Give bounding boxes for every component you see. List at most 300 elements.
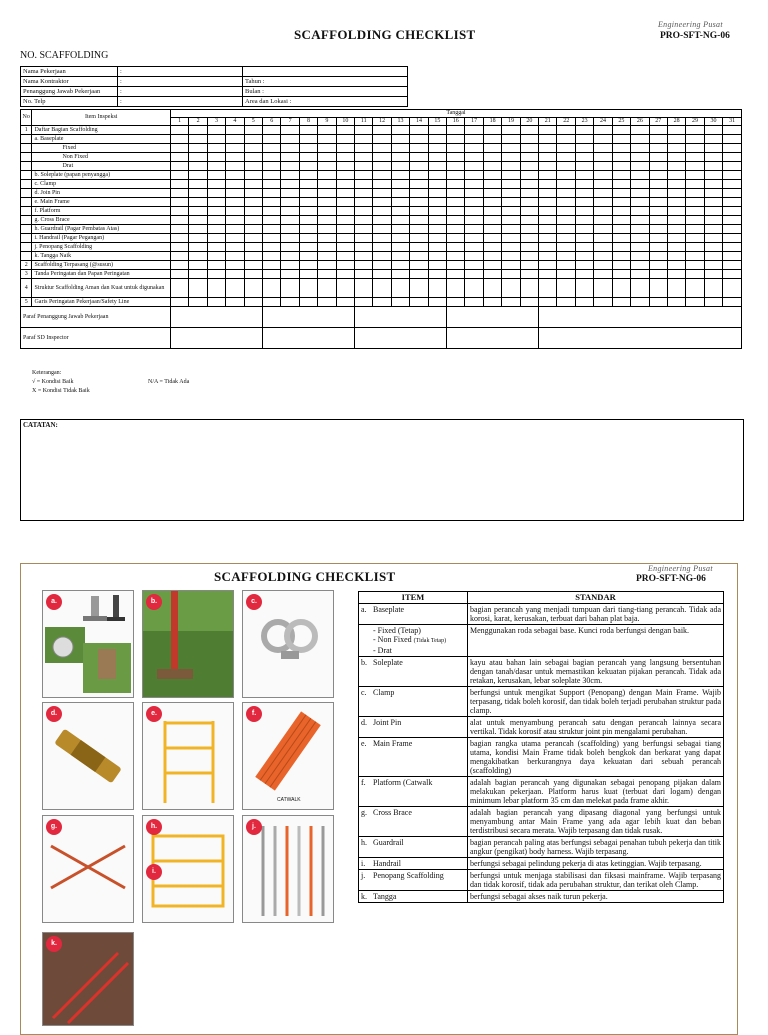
check-cell[interactable] [170, 144, 188, 153]
check-cell[interactable] [373, 234, 391, 243]
check-cell[interactable] [594, 252, 612, 261]
check-cell[interactable] [649, 279, 667, 298]
check-cell[interactable] [410, 126, 428, 135]
check-cell[interactable] [575, 171, 593, 180]
check-cell[interactable] [226, 225, 244, 234]
check-cell[interactable] [723, 234, 742, 243]
check-cell[interactable] [612, 171, 630, 180]
check-cell[interactable] [631, 234, 649, 243]
check-cell[interactable] [189, 198, 207, 207]
check-cell[interactable] [447, 243, 465, 252]
check-cell[interactable] [410, 153, 428, 162]
check-cell[interactable] [686, 298, 704, 307]
check-cell[interactable] [686, 162, 704, 171]
check-cell[interactable] [649, 207, 667, 216]
check-cell[interactable] [557, 207, 575, 216]
check-cell[interactable] [447, 126, 465, 135]
check-cell[interactable] [207, 243, 225, 252]
check-cell[interactable] [447, 261, 465, 270]
paraf-cell[interactable] [262, 307, 354, 328]
check-cell[interactable] [262, 216, 280, 225]
check-cell[interactable] [539, 180, 557, 189]
check-cell[interactable] [447, 180, 465, 189]
check-cell[interactable] [539, 298, 557, 307]
check-cell[interactable] [391, 180, 409, 189]
check-cell[interactable] [557, 180, 575, 189]
check-cell[interactable] [612, 234, 630, 243]
check-cell[interactable] [428, 207, 446, 216]
check-cell[interactable] [428, 270, 446, 279]
check-cell[interactable] [244, 189, 262, 198]
check-cell[interactable] [299, 298, 317, 307]
check-cell[interactable] [686, 243, 704, 252]
check-cell[interactable] [189, 144, 207, 153]
check-cell[interactable] [539, 225, 557, 234]
check-cell[interactable] [575, 126, 593, 135]
check-cell[interactable] [189, 298, 207, 307]
check-cell[interactable] [594, 144, 612, 153]
check-cell[interactable] [686, 180, 704, 189]
check-cell[interactable] [667, 225, 685, 234]
check-cell[interactable] [483, 153, 501, 162]
check-cell[interactable] [336, 252, 354, 261]
check-cell[interactable] [520, 225, 538, 234]
check-cell[interactable] [355, 144, 373, 153]
check-cell[interactable] [649, 162, 667, 171]
check-cell[interactable] [704, 135, 722, 144]
check-cell[interactable] [594, 198, 612, 207]
check-cell[interactable] [299, 234, 317, 243]
check-cell[interactable] [575, 189, 593, 198]
check-cell[interactable] [281, 162, 299, 171]
check-cell[interactable] [686, 261, 704, 270]
check-cell[interactable] [649, 243, 667, 252]
check-cell[interactable] [520, 243, 538, 252]
check-cell[interactable] [649, 234, 667, 243]
check-cell[interactable] [612, 298, 630, 307]
check-cell[interactable] [299, 135, 317, 144]
check-cell[interactable] [391, 198, 409, 207]
check-cell[interactable] [557, 216, 575, 225]
check-cell[interactable] [686, 198, 704, 207]
check-cell[interactable] [226, 180, 244, 189]
check-cell[interactable] [207, 189, 225, 198]
check-cell[interactable] [612, 225, 630, 234]
check-cell[interactable] [281, 234, 299, 243]
check-cell[interactable] [520, 144, 538, 153]
check-cell[interactable] [410, 198, 428, 207]
check-cell[interactable] [336, 243, 354, 252]
check-cell[interactable] [649, 298, 667, 307]
check-cell[interactable] [502, 279, 520, 298]
check-cell[interactable] [557, 162, 575, 171]
check-cell[interactable] [557, 252, 575, 261]
check-cell[interactable] [704, 216, 722, 225]
check-cell[interactable] [262, 261, 280, 270]
check-cell[interactable] [207, 153, 225, 162]
check-cell[interactable] [649, 270, 667, 279]
check-cell[interactable] [170, 252, 188, 261]
check-cell[interactable] [299, 180, 317, 189]
check-cell[interactable] [575, 144, 593, 153]
check-cell[interactable] [318, 126, 336, 135]
check-cell[interactable] [575, 207, 593, 216]
check-cell[interactable] [575, 252, 593, 261]
check-cell[interactable] [373, 261, 391, 270]
check-cell[interactable] [410, 135, 428, 144]
check-cell[interactable] [281, 270, 299, 279]
check-cell[interactable] [631, 207, 649, 216]
check-cell[interactable] [299, 189, 317, 198]
check-cell[interactable] [465, 279, 483, 298]
check-cell[interactable] [226, 298, 244, 307]
check-cell[interactable] [557, 225, 575, 234]
check-cell[interactable] [667, 162, 685, 171]
check-cell[interactable] [539, 198, 557, 207]
check-cell[interactable] [612, 207, 630, 216]
check-cell[interactable] [631, 252, 649, 261]
check-cell[interactable] [281, 153, 299, 162]
check-cell[interactable] [391, 298, 409, 307]
check-cell[interactable] [281, 243, 299, 252]
check-cell[interactable] [539, 171, 557, 180]
check-cell[interactable] [575, 153, 593, 162]
check-cell[interactable] [447, 234, 465, 243]
check-cell[interactable] [612, 189, 630, 198]
check-cell[interactable] [428, 252, 446, 261]
check-cell[interactable] [520, 279, 538, 298]
check-cell[interactable] [686, 153, 704, 162]
check-cell[interactable] [355, 225, 373, 234]
check-cell[interactable] [281, 252, 299, 261]
check-cell[interactable] [667, 279, 685, 298]
check-cell[interactable] [539, 261, 557, 270]
check-cell[interactable] [704, 207, 722, 216]
check-cell[interactable] [723, 298, 742, 307]
check-cell[interactable] [244, 180, 262, 189]
check-cell[interactable] [447, 225, 465, 234]
paraf-cell[interactable] [170, 328, 262, 349]
check-cell[interactable] [502, 207, 520, 216]
check-cell[interactable] [262, 225, 280, 234]
check-cell[interactable] [262, 252, 280, 261]
check-cell[interactable] [226, 279, 244, 298]
check-cell[interactable] [447, 153, 465, 162]
check-cell[interactable] [391, 225, 409, 234]
check-cell[interactable] [483, 261, 501, 270]
check-cell[interactable] [465, 298, 483, 307]
check-cell[interactable] [447, 279, 465, 298]
check-cell[interactable] [612, 261, 630, 270]
check-cell[interactable] [410, 180, 428, 189]
check-cell[interactable] [189, 261, 207, 270]
check-cell[interactable] [483, 216, 501, 225]
check-cell[interactable] [391, 243, 409, 252]
check-cell[interactable] [649, 144, 667, 153]
check-cell[interactable] [539, 279, 557, 298]
check-cell[interactable] [336, 162, 354, 171]
check-cell[interactable] [483, 298, 501, 307]
check-cell[interactable] [189, 135, 207, 144]
check-cell[interactable] [391, 135, 409, 144]
check-cell[interactable] [170, 180, 188, 189]
check-cell[interactable] [299, 153, 317, 162]
check-cell[interactable] [631, 298, 649, 307]
check-cell[interactable] [686, 207, 704, 216]
check-cell[interactable] [189, 216, 207, 225]
check-cell[interactable] [686, 234, 704, 243]
check-cell[interactable] [520, 252, 538, 261]
check-cell[interactable] [355, 243, 373, 252]
check-cell[interactable] [355, 279, 373, 298]
check-cell[interactable] [262, 162, 280, 171]
check-cell[interactable] [612, 198, 630, 207]
check-cell[interactable] [318, 171, 336, 180]
check-cell[interactable] [557, 298, 575, 307]
check-cell[interactable] [631, 135, 649, 144]
check-cell[interactable] [170, 162, 188, 171]
check-cell[interactable] [373, 225, 391, 234]
check-cell[interactable] [723, 243, 742, 252]
check-cell[interactable] [281, 261, 299, 270]
check-cell[interactable] [704, 270, 722, 279]
check-cell[interactable] [539, 162, 557, 171]
check-cell[interactable] [189, 162, 207, 171]
check-cell[interactable] [539, 135, 557, 144]
paraf-cell[interactable] [262, 328, 354, 349]
check-cell[interactable] [667, 216, 685, 225]
check-cell[interactable] [465, 243, 483, 252]
check-cell[interactable] [244, 261, 262, 270]
check-cell[interactable] [686, 171, 704, 180]
check-cell[interactable] [631, 180, 649, 189]
check-cell[interactable] [336, 144, 354, 153]
check-cell[interactable] [483, 225, 501, 234]
check-cell[interactable] [336, 180, 354, 189]
check-cell[interactable] [336, 225, 354, 234]
check-cell[interactable] [723, 252, 742, 261]
check-cell[interactable] [502, 171, 520, 180]
check-cell[interactable] [667, 144, 685, 153]
check-cell[interactable] [686, 225, 704, 234]
check-cell[interactable] [667, 270, 685, 279]
check-cell[interactable] [686, 279, 704, 298]
check-cell[interactable] [483, 126, 501, 135]
check-cell[interactable] [226, 261, 244, 270]
check-cell[interactable] [318, 180, 336, 189]
check-cell[interactable] [373, 189, 391, 198]
check-cell[interactable] [262, 171, 280, 180]
paraf-cell[interactable] [539, 328, 742, 349]
paraf-cell[interactable] [447, 307, 539, 328]
check-cell[interactable] [723, 261, 742, 270]
check-cell[interactable] [373, 216, 391, 225]
check-cell[interactable] [262, 180, 280, 189]
check-cell[interactable] [299, 144, 317, 153]
check-cell[interactable] [226, 243, 244, 252]
check-cell[interactable] [318, 252, 336, 261]
check-cell[interactable] [631, 216, 649, 225]
check-cell[interactable] [557, 198, 575, 207]
check-cell[interactable] [575, 216, 593, 225]
check-cell[interactable] [612, 162, 630, 171]
check-cell[interactable] [704, 162, 722, 171]
check-cell[interactable] [483, 207, 501, 216]
check-cell[interactable] [318, 189, 336, 198]
paraf-cell[interactable] [355, 328, 447, 349]
check-cell[interactable] [428, 298, 446, 307]
check-cell[interactable] [575, 261, 593, 270]
check-cell[interactable] [189, 270, 207, 279]
check-cell[interactable] [723, 162, 742, 171]
check-cell[interactable] [318, 216, 336, 225]
check-cell[interactable] [410, 162, 428, 171]
check-cell[interactable] [373, 171, 391, 180]
check-cell[interactable] [428, 180, 446, 189]
check-cell[interactable] [539, 144, 557, 153]
check-cell[interactable] [686, 126, 704, 135]
check-cell[interactable] [410, 171, 428, 180]
check-cell[interactable] [704, 225, 722, 234]
check-cell[interactable] [410, 298, 428, 307]
check-cell[interactable] [520, 180, 538, 189]
check-cell[interactable] [631, 225, 649, 234]
check-cell[interactable] [594, 180, 612, 189]
check-cell[interactable] [575, 279, 593, 298]
check-cell[interactable] [520, 270, 538, 279]
check-cell[interactable] [723, 126, 742, 135]
check-cell[interactable] [318, 225, 336, 234]
check-cell[interactable] [207, 225, 225, 234]
check-cell[interactable] [355, 198, 373, 207]
check-cell[interactable] [262, 153, 280, 162]
check-cell[interactable] [207, 198, 225, 207]
check-cell[interactable] [686, 270, 704, 279]
check-cell[interactable] [686, 189, 704, 198]
check-cell[interactable] [226, 135, 244, 144]
check-cell[interactable] [207, 144, 225, 153]
check-cell[interactable] [226, 171, 244, 180]
check-cell[interactable] [373, 135, 391, 144]
check-cell[interactable] [502, 126, 520, 135]
check-cell[interactable] [318, 234, 336, 243]
check-cell[interactable] [391, 252, 409, 261]
check-cell[interactable] [447, 252, 465, 261]
info-cell[interactable] [243, 67, 408, 77]
check-cell[interactable] [649, 216, 667, 225]
check-cell[interactable] [465, 144, 483, 153]
check-cell[interactable] [557, 234, 575, 243]
check-cell[interactable] [428, 126, 446, 135]
check-cell[interactable] [557, 261, 575, 270]
check-cell[interactable] [373, 144, 391, 153]
check-cell[interactable] [594, 189, 612, 198]
check-cell[interactable] [539, 126, 557, 135]
check-cell[interactable] [557, 135, 575, 144]
check-cell[interactable] [336, 216, 354, 225]
check-cell[interactable] [226, 162, 244, 171]
check-cell[interactable] [373, 153, 391, 162]
check-cell[interactable] [318, 270, 336, 279]
check-cell[interactable] [612, 180, 630, 189]
check-cell[interactable] [226, 216, 244, 225]
check-cell[interactable] [520, 261, 538, 270]
check-cell[interactable] [391, 144, 409, 153]
check-cell[interactable] [667, 261, 685, 270]
check-cell[interactable] [262, 198, 280, 207]
check-cell[interactable] [262, 279, 280, 298]
check-cell[interactable] [686, 135, 704, 144]
check-cell[interactable] [631, 153, 649, 162]
check-cell[interactable] [723, 135, 742, 144]
check-cell[interactable] [170, 234, 188, 243]
check-cell[interactable] [355, 171, 373, 180]
check-cell[interactable] [686, 216, 704, 225]
check-cell[interactable] [318, 144, 336, 153]
check-cell[interactable] [520, 126, 538, 135]
check-cell[interactable] [244, 252, 262, 261]
check-cell[interactable] [299, 162, 317, 171]
check-cell[interactable] [281, 207, 299, 216]
check-cell[interactable] [575, 243, 593, 252]
check-cell[interactable] [373, 207, 391, 216]
check-cell[interactable] [170, 261, 188, 270]
check-cell[interactable] [649, 126, 667, 135]
check-cell[interactable] [244, 144, 262, 153]
check-cell[interactable] [170, 135, 188, 144]
check-cell[interactable] [502, 135, 520, 144]
check-cell[interactable] [207, 279, 225, 298]
check-cell[interactable] [244, 234, 262, 243]
check-cell[interactable] [557, 144, 575, 153]
check-cell[interactable] [373, 252, 391, 261]
check-cell[interactable] [318, 243, 336, 252]
check-cell[interactable] [631, 189, 649, 198]
check-cell[interactable] [373, 270, 391, 279]
check-cell[interactable] [723, 180, 742, 189]
paraf-cell[interactable] [170, 307, 262, 328]
check-cell[interactable] [649, 198, 667, 207]
check-cell[interactable] [391, 207, 409, 216]
check-cell[interactable] [594, 153, 612, 162]
check-cell[interactable] [575, 234, 593, 243]
check-cell[interactable] [428, 144, 446, 153]
check-cell[interactable] [281, 171, 299, 180]
check-cell[interactable] [575, 198, 593, 207]
check-cell[interactable] [520, 207, 538, 216]
check-cell[interactable] [502, 270, 520, 279]
check-cell[interactable] [667, 243, 685, 252]
check-cell[interactable] [281, 180, 299, 189]
check-cell[interactable] [502, 216, 520, 225]
check-cell[interactable] [612, 279, 630, 298]
check-cell[interactable] [373, 243, 391, 252]
check-cell[interactable] [704, 252, 722, 261]
check-cell[interactable] [355, 298, 373, 307]
check-cell[interactable] [318, 298, 336, 307]
check-cell[interactable] [649, 189, 667, 198]
check-cell[interactable] [428, 198, 446, 207]
check-cell[interactable] [410, 189, 428, 198]
check-cell[interactable] [539, 234, 557, 243]
check-cell[interactable] [447, 298, 465, 307]
check-cell[interactable] [557, 270, 575, 279]
check-cell[interactable] [244, 279, 262, 298]
check-cell[interactable] [189, 279, 207, 298]
check-cell[interactable] [483, 252, 501, 261]
check-cell[interactable] [612, 153, 630, 162]
check-cell[interactable] [336, 270, 354, 279]
